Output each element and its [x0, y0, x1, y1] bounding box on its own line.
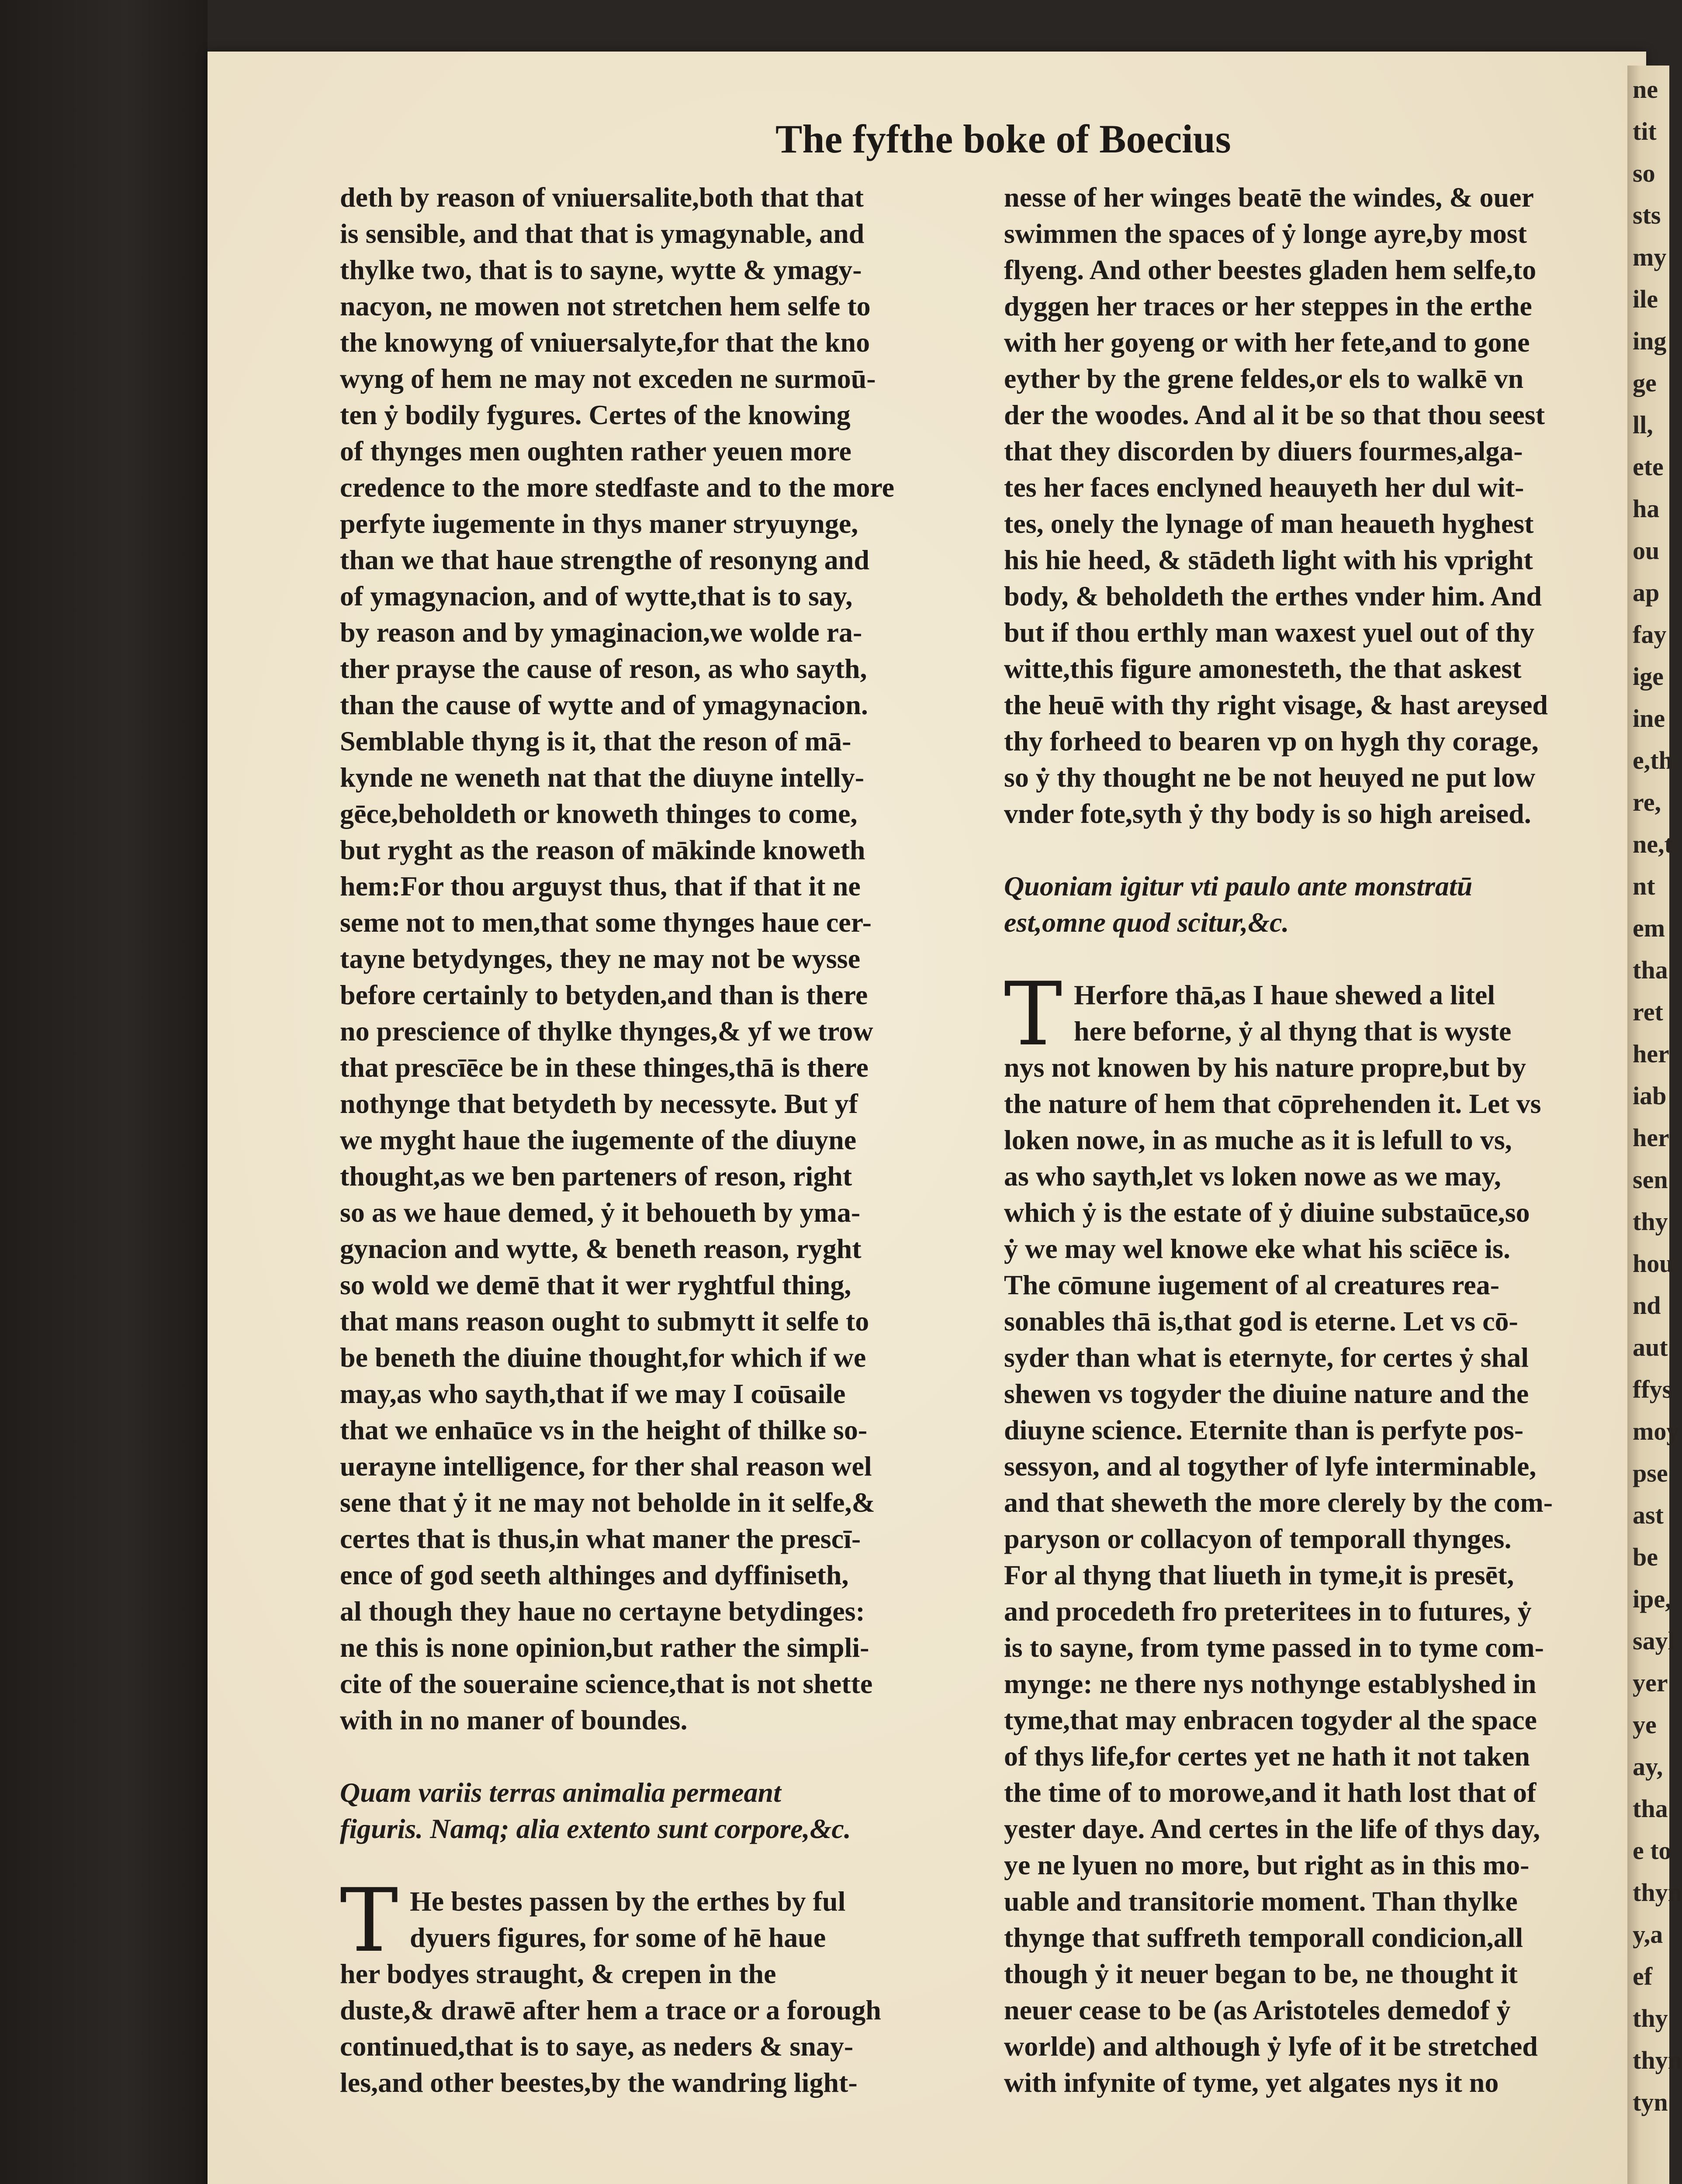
text-line: and that sheweth the more clerely by the com- — [1004, 1487, 1553, 1518]
text-line: nothynge that betydeth by necessyte. But yf — [340, 1088, 858, 1119]
facing-page-fragment: thy — [1633, 2004, 1668, 2032]
text-line: sessyon, and al togyther of lyfe interminable, — [1004, 1451, 1537, 1482]
right-paragraph-2 — [1004, 964, 1682, 2101]
text-line: that mans reason ought to submytt it selfe to — [340, 1306, 869, 1337]
text-line: paryson or collacyon of temporall thynges. — [1004, 1523, 1512, 1554]
text-line: perfyte iugemente in thys maner stryuynge, — [340, 508, 858, 539]
right-column — [1004, 179, 1682, 2101]
text-line: Quoniam igitur vti paulo ante monstratū — [1004, 871, 1473, 902]
text-line: by reason and by ymaginacion,we wolde ra- — [340, 617, 862, 648]
text-line: sonables thā is,that god is eterne. Let vs cō- — [1004, 1306, 1518, 1337]
facing-page-fragment: my — [1633, 243, 1667, 271]
facing-page-fragment: ne — [1633, 75, 1658, 104]
right-paragraph-1 — [1004, 179, 1679, 832]
text-line: but if thou erthly man waxest yuel out of thy — [1004, 617, 1535, 648]
text-line: eyther by the grene feldes,or els to walkē vn — [1004, 363, 1524, 394]
facing-page-fragment: so — [1633, 159, 1655, 187]
facing-page-fragment: thyn — [1633, 2046, 1682, 2074]
text-line: The cōmune iugement of al creatures rea- — [1004, 1269, 1499, 1300]
text-line: be beneth the diuine thought,for which if we — [340, 1342, 866, 1373]
facing-page-fragment: ret — [1633, 998, 1663, 1026]
text-line: uable and transitorie moment. Than thylke — [1004, 1886, 1518, 1917]
text-line: kynde ne weneth nat that the diuyne intelly- — [340, 762, 865, 793]
right-latin-incipit — [1004, 868, 1679, 940]
text-line: est,omne quod scitur,&c. — [1004, 907, 1289, 938]
text-line: For al thyng that liueth in tyme,it is presēt, — [1004, 1559, 1514, 1590]
text-line: witte,this figure amonesteth, the that askest — [1004, 653, 1522, 684]
facing-page-fragment: ou — [1633, 536, 1660, 565]
left-column — [340, 179, 1015, 2101]
text-line: which ẏ is the estate of ẏ diuine substaūce,so — [1004, 1197, 1530, 1228]
text-line: we myght haue the iugemente of the diuyne — [340, 1124, 857, 1155]
text-line: so wold we demē that it wer ryghtful thing, — [340, 1269, 851, 1300]
text-line: seme not to men,that some thynges haue cer- — [340, 907, 872, 938]
facing-page-fragment: ete — [1633, 453, 1664, 481]
text-line: ne this is none opinion,but rather the simpli- — [340, 1632, 869, 1663]
facing-page-fragment: ha — [1633, 494, 1660, 523]
text-line: les,and other beestes,by the wandring light- — [340, 2067, 858, 2098]
facing-page-fragment: her — [1633, 1040, 1669, 1068]
text-line: thy forheed to bearen vp on hygh thy corage, — [1004, 726, 1539, 757]
facing-page-fragment: hou — [1633, 1249, 1674, 1278]
facing-page-fragment: ye — [1633, 1711, 1657, 1739]
facing-page-fragment: ll, — [1633, 411, 1653, 439]
text-line: before certainly to betyden,and than is there — [340, 979, 868, 1010]
text-line: uerayne intelligence, for ther shal reason wel — [340, 1451, 872, 1482]
text-line: wyng of hem ne may not exceden ne surmoū- — [340, 363, 876, 394]
facing-page-fragment: nd — [1633, 1291, 1661, 1320]
text-line: with in no maner of boundes. — [340, 1704, 688, 1735]
facing-page-fragment: ap — [1633, 578, 1660, 607]
text-line: dyggen her traces or her steppes in the erthe — [1004, 290, 1532, 321]
text-line: ye ne lyuen no more, but right as in this mo- — [1004, 1849, 1530, 1880]
text-line: the time of to morowe,and it hath lost that of — [1004, 1777, 1537, 1808]
facing-page-fragment: thyn — [1633, 1878, 1682, 1907]
facing-page-fragment: ing — [1633, 327, 1667, 355]
text-line: so ẏ thy thought ne be not heuyed ne put low — [1004, 762, 1536, 793]
text-line: as who sayth,let vs loken nowe as we may, — [1004, 1161, 1501, 1192]
facing-page-fragment: yer — [1633, 1669, 1668, 1697]
facing-page-fragment: thy — [1633, 1207, 1668, 1236]
text-line: so as we haue demed, ẏ it behoueth by yma- — [340, 1197, 861, 1228]
text-line: that we enhaūce vs in the height of thilke so- — [340, 1414, 868, 1445]
facing-page-fragment: ipe, — [1633, 1585, 1672, 1613]
facing-page-fragment: ay, — [1633, 1752, 1663, 1781]
text-line: nys not knowen by his nature propre,but by — [1004, 1052, 1526, 1083]
facing-page-fragment: ine — [1633, 704, 1665, 733]
text-line: sene that ẏ it ne may not beholde in it selfe,& — [340, 1487, 875, 1518]
facing-page-fragment: moy — [1633, 1417, 1679, 1445]
text-line: der the woodes. And al it be so that thou seest — [1004, 399, 1545, 430]
text-line: tes, onely the lynage of man heaueth hyghest — [1004, 508, 1534, 539]
facing-page-fragment: e,th — [1633, 746, 1673, 774]
text-line: the knowyng of vniuersalyte,for that the kno — [340, 327, 870, 358]
facing-page-fragment: y,a — [1633, 1920, 1663, 1949]
text-line: Quam variis terras animalia permeant — [340, 1777, 781, 1808]
text-line: body, & beholdeth the erthes vnder him. And — [1004, 581, 1542, 612]
text-line: diuyne science. Eternite than is perfyte pos- — [1004, 1414, 1524, 1445]
facing-page-fragment: tha — [1633, 1794, 1668, 1823]
text-line: ence of god seeth althinges and dyffiniseth, — [340, 1559, 849, 1590]
facing-page-fragment: nt — [1633, 872, 1655, 900]
text-line: of thynges men oughten rather yeuen more — [340, 435, 851, 467]
text-line: with infynite of tyme, yet algates nys it no — [1004, 2067, 1499, 2098]
text-line: gynacion and wytte, & beneth reason, ryght — [340, 1233, 862, 1264]
text-line: Herfore thā,as I haue shewed a litel — [1074, 979, 1495, 1010]
text-line: loken nowe, in as muche as it is lefull to vs, — [1004, 1124, 1512, 1155]
text-line: nesse of her winges beatē the windes, & ouer — [1004, 182, 1534, 213]
facing-page-fragment: ast — [1633, 1501, 1664, 1529]
text-line: of thys life,for certes yet ne hath it not taken — [1004, 1741, 1530, 1772]
text-line: swimmen the spaces of ẏ longe ayre,by most — [1004, 218, 1527, 249]
facing-page-fragment: re, — [1633, 788, 1661, 816]
text-line: the nature of hem that cōprehenden it. Let vs — [1004, 1088, 1541, 1119]
facing-page-fragment: tit — [1633, 117, 1657, 145]
text-line: neuer cease to be (as Aristoteles demedof ẏ — [1004, 1994, 1511, 2025]
facing-page-fragment: ne,t — [1633, 830, 1673, 858]
text-line: hem:For thou arguyst thus, that if that it ne — [340, 871, 861, 902]
left-paragraph-2 — [340, 1870, 1015, 2101]
drop-cap-initial: T — [340, 1870, 398, 1972]
text-line: is sensible, and that that is ymagynable, and — [340, 218, 865, 249]
left-paragraph-1 — [340, 179, 1015, 1738]
facing-page-fragment: fay — [1633, 620, 1667, 649]
facing-page-fragment: sen — [1633, 1165, 1668, 1194]
text-line: ther prayse the cause of reson, as who sayth, — [340, 653, 867, 684]
facing-page-fragment: ge — [1633, 369, 1657, 397]
facing-page-fragment: ef — [1633, 1962, 1653, 1990]
text-line: certes that is thus,in what maner the prescī- — [340, 1523, 861, 1554]
text-line: syder than what is eternyte, for certes ẏ shal — [1004, 1342, 1529, 1373]
text-line: credence to the more stedfaste and to the more — [340, 472, 894, 503]
text-line: the heuē with thy right visage, & hast areysed — [1004, 689, 1548, 720]
text-line: though ẏ it neuer began to be, ne thought it — [1004, 1958, 1518, 1989]
text-line: mynge: ne there nys nothynge establyshed in — [1004, 1668, 1537, 1699]
text-line: yester daye. And certes in the life of thys day, — [1004, 1813, 1540, 1844]
facing-page-fragment: ige — [1633, 662, 1664, 691]
running-title: The fyfthe boke of Boecius — [775, 117, 1231, 161]
facing-page-fragment: tha — [1633, 956, 1668, 984]
text-line: shewen vs togyder the diuine nature and the — [1004, 1378, 1529, 1409]
facing-page-fragment: ile — [1633, 285, 1658, 313]
text-line: thought,as we ben parteners of reson, right — [340, 1161, 852, 1192]
text-line: worlde) and although ẏ lyfe of it be stretched — [1004, 2031, 1538, 2062]
text-line: than the cause of wytte and of ymagynacion. — [340, 689, 868, 720]
facing-page-fragment: sayl — [1633, 1627, 1675, 1655]
facing-page-fragment: pse — [1633, 1459, 1668, 1487]
text-line: He bestes passen by the erthes by ful — [410, 1886, 846, 1917]
facing-page-fragment: her — [1633, 1123, 1669, 1152]
text-line: al though they haue no certayne betydinges: — [340, 1596, 865, 1627]
text-line: with her goyeng or with her fete,and to gone — [1004, 327, 1530, 358]
text-line: thylke two, that is to sayne, wytte & ymagy- — [340, 254, 862, 285]
text-line: tyme,that may enbracen togyder al the space — [1004, 1704, 1537, 1735]
text-line: but ryght as the reason of mākinde knoweth — [340, 834, 865, 865]
text-line: tes her faces enclyned heauyeth her dul wit- — [1004, 472, 1524, 503]
text-line: is to sayne, from tyme passed in to tyme com- — [1004, 1632, 1544, 1663]
text-line: may,as who sayth,that if we may I coūsaile — [340, 1378, 846, 1409]
facing-page-fragment: ffys — [1633, 1375, 1672, 1403]
facing-page-fragment: em — [1633, 914, 1665, 942]
text-line: of ymagynacion, and of wytte,that is to say, — [340, 581, 853, 612]
text-line: dyuers figures, for some of hē haue — [410, 1922, 826, 1953]
facing-page-fragment: e to — [1633, 1836, 1672, 1865]
facing-page-fragment: iab — [1633, 1082, 1667, 1110]
text-line: no prescience of thylke thynges,& yf we trow — [340, 1016, 873, 1047]
text-line: his hie heed, & stādeth light with his vpright — [1004, 544, 1533, 575]
text-line: cite of the soueraine science,that is not shette — [340, 1668, 873, 1699]
text-line: nacyon, ne mowen not stretchen hem selfe to — [340, 290, 871, 321]
book-cover-edge — [0, 0, 208, 2184]
facing-page-fragment: be — [1633, 1543, 1658, 1571]
text-line: than we that haue strengthe of resonyng and — [340, 544, 869, 575]
text-line: that prescīēce be in these thinges,thā is there — [340, 1052, 869, 1083]
text-line: duste,& drawē after hem a trace or a forough — [340, 1994, 881, 2025]
text-line: here beforne, ẏ al thyng that is wyste — [1074, 1016, 1512, 1047]
text-line: and procedeth fro preteritees in to futures, ẏ — [1004, 1596, 1532, 1627]
text-line: deth by reason of vniuersalite,both that that — [340, 182, 864, 213]
text-line: her bodyes straught, & crepen in the — [340, 1958, 776, 1989]
text-line: thynge that suffreth temporall condicion,all — [1004, 1922, 1523, 1953]
text-line: gēce,beholdeth or knoweth thinges to come, — [340, 798, 858, 829]
text-line: tayne betydynges, they ne may not be wysse — [340, 943, 861, 974]
text-line: that they discorden by diuers fourmes,alga- — [1004, 435, 1523, 467]
text-line: continued,that is to saye, as neders & snay- — [340, 2031, 854, 2062]
text-line: Semblable thyng is it, that the reson of mā- — [340, 726, 851, 757]
text-line: ẏ we may wel knowe eke what his sciēce is. — [1004, 1233, 1510, 1264]
left-latin-incipit — [340, 1774, 1015, 1847]
text-line: flyeng. And other beestes gladen hem selfe,to — [1004, 254, 1537, 285]
facing-page-fragment: tyn — [1633, 2088, 1668, 2116]
facing-page-fragment: aut — [1633, 1333, 1668, 1362]
text-line: vnder fote,syth ẏ thy body is so high areised. — [1004, 798, 1531, 829]
drop-cap-initial: T — [1004, 964, 1062, 1065]
facing-page-fragment: sts — [1633, 201, 1661, 229]
text-line: ten ẏ bodily fygures. Certes of the knowing — [340, 399, 851, 430]
text-line: figuris. Namq; alia extento sunt corpore,&c. — [340, 1813, 851, 1844]
